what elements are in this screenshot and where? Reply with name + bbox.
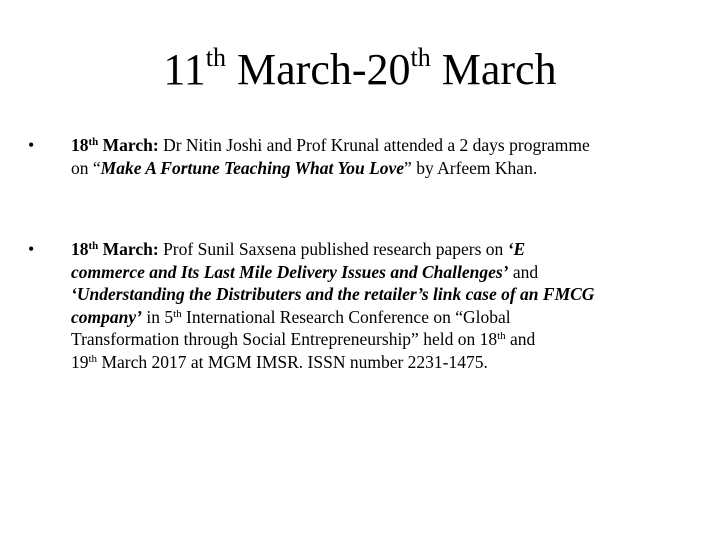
bullet-line-text: Prof Sunil Saxsena published research papers on [158,239,508,259]
bullet-line [71,351,691,374]
date-label [71,135,159,155]
bullet-line-text: and [505,329,536,349]
slide-title [0,40,720,100]
bullet-line-text: and [508,261,539,282]
bullet-line [71,283,691,306]
date-number: 18 [71,135,89,155]
bullet-marker: • [28,239,35,259]
bullet-line-text: International Research Conference on “Global [181,306,511,327]
bullet-text [71,134,691,179]
ordinal-suffix: th [173,307,182,320]
bullet-line [71,238,691,261]
bullet-line-text: Dr Nitin Joshi and Prof Krunal attended a 2 days programme [158,135,590,155]
date-number: 18 [71,239,89,259]
bullet-text [71,238,691,373]
bullet-line [71,157,691,180]
date-label [71,239,159,259]
paper-title: ‘Understanding the Distributers and the retailer’s link case of an FMCG [71,284,595,304]
date-suffix: th [88,136,99,148]
bullet-line-text: Transformation through Social Entrepreneurship” held on 18 [71,329,498,349]
paper-title: commerce and Its Last Mile Delivery Issues and Challenges’ [71,261,509,282]
bullet-line-text: ” by Arfeem Khan. [404,157,538,178]
paper-title: ‘E [507,239,526,259]
program-title: Make A Fortune Teaching What You Love [100,157,405,178]
date-number: 19 [71,351,89,372]
paper-title: company’ [71,306,142,327]
ordinal-suffix: th [497,330,506,342]
bullet-line [71,134,691,157]
title-sup-1: th [205,43,227,72]
title-middle: March-20 [226,45,411,94]
bullet-line-text: March 2017 at MGM IMSR. ISSN number 2231-1475. [97,351,488,372]
bullet-line-text: on “ [71,157,101,178]
bullet-marker: • [28,135,35,155]
bullet-line [71,306,691,329]
bullet-line [71,261,691,284]
date-month: March: [98,135,159,155]
ordinal-suffix: th [88,352,98,365]
title-end: March [430,45,557,94]
date-month: March: [98,239,159,259]
date-suffix: th [88,240,99,252]
title-sup-2: th [410,43,431,72]
bullet-line-text: in 5 [141,306,174,327]
bullet-line [71,328,691,351]
title-start: 11 [163,45,206,94]
